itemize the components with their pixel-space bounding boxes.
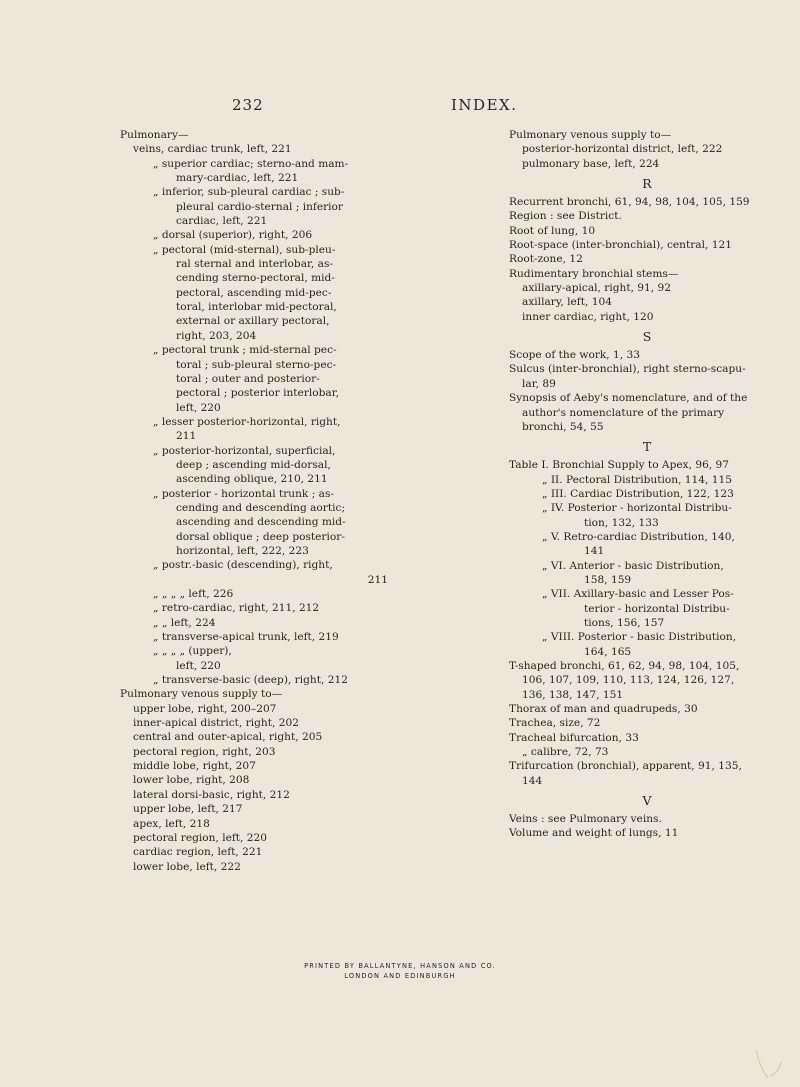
section-letter: R: [642, 176, 652, 192]
index-entry: deep ; ascending mid-dorsal,: [176, 458, 331, 471]
index-entry: left, 220: [176, 659, 221, 672]
index-entry: „ inferior, sub-pleural cardiac ; sub-: [153, 186, 345, 199]
index-entry: ascending oblique, 210, 211: [176, 473, 328, 486]
index-entry: terior - horizontal Distribu-: [584, 602, 730, 615]
index-entry: „ calibre, 72, 73: [522, 746, 609, 759]
index-entry: veins, cardiac trunk, left, 221: [133, 143, 292, 156]
index-entry: bronchi, 54, 55: [522, 420, 604, 433]
index-entry: 158, 159: [584, 573, 632, 586]
index-entry: inner cardiac, right, 120: [522, 310, 654, 323]
index-entry: 144: [522, 774, 543, 787]
index-entry: „ posterior - horizontal trunk ; as-: [153, 487, 334, 500]
index-entry: external or axillary pectoral,: [176, 315, 330, 328]
index-entry: Sulcus (inter-bronchial), right sterno-scapu-: [509, 363, 746, 376]
index-entry: horizontal, left, 222, 223: [176, 544, 309, 557]
page-number: 232: [232, 96, 264, 114]
index-entry: mary-cardiac, left, 221: [176, 172, 299, 185]
index-entry: „ „ left, 224: [153, 616, 216, 629]
index-entry: „ IV. Posterior - horizontal Distribu-: [542, 502, 732, 515]
index-entry: „ „ „ „ (upper),: [153, 645, 232, 658]
index-entry: inner-apical district, right, 202: [133, 717, 299, 730]
index-entry: Volume and weight of lungs, 11: [509, 827, 679, 840]
page-title: INDEX.: [451, 96, 518, 114]
index-entry: axillary-apical, right, 91, 92: [522, 282, 672, 295]
index-entry: 106, 107, 109, 110, 113, 124, 126, 127,: [522, 674, 735, 687]
index-entry: Thorax of man and quadrupeds, 30: [509, 703, 698, 716]
page-corner-mark: [748, 1048, 788, 1083]
printer-imprint-line1: PRINTED BY BALLANTYNE, HANSON AND CO.: [304, 962, 496, 970]
index-entry: toral, interlobar mid-pectoral,: [176, 301, 337, 314]
index-entry: Recurrent bronchi, 61, 94, 98, 104, 105, 159: [509, 196, 750, 209]
index-entry: pulmonary base, left, 224: [522, 157, 660, 170]
index-entry: toral ; sub-pleural sterno-pec-: [176, 358, 337, 371]
index-entry: upper lobe, left, 217: [133, 803, 243, 816]
index-entry: pectoral region, right, 203: [133, 745, 276, 758]
index-entry: Trachea, size, 72: [509, 717, 601, 730]
index-entry: apex, left, 218: [133, 817, 210, 830]
index-entry: Tracheal bifurcation, 33: [509, 731, 639, 744]
index-entry: ascending and descending mid-: [176, 516, 346, 529]
index-entry: pectoral ; posterior interlobar,: [176, 387, 340, 400]
index-entry: cending sterno-pectoral, mid-: [176, 272, 335, 285]
index-entry: middle lobe, right, 207: [133, 760, 256, 773]
index-entry: 136, 138, 147, 151: [522, 688, 624, 701]
index-entry: Rudimentary bronchial stems—: [509, 267, 679, 280]
index-entry: 211: [367, 573, 388, 586]
index-entry: Trifurcation (bronchial), apparent, 91, 135,: [509, 760, 742, 773]
index-column-left: [120, 128, 388, 874]
index-entry: axillary, left, 104: [522, 296, 612, 309]
index-entry: lower lobe, right, 208: [133, 774, 250, 787]
index-entry: „ dorsal (superior), right, 206: [153, 229, 313, 242]
index-entry: „ III. Cardiac Distribution, 122, 123: [542, 487, 734, 500]
index-entry: Scope of the work, 1, 33: [509, 349, 640, 362]
section-letter: V: [642, 793, 652, 809]
index-entry: ral sternal and interlobar, as-: [176, 258, 333, 271]
index-entry: „ postr.-basic (descending), right,: [153, 559, 333, 572]
page-header: [0, 96, 800, 116]
index-entry: pectoral, ascending mid-pec-: [176, 286, 332, 299]
index-entry: Pulmonary venous supply to—: [120, 688, 283, 701]
index-entry: cending and descending aortic;: [176, 501, 346, 514]
section-letter: T: [642, 439, 652, 455]
index-entry: Region : see District.: [509, 210, 622, 223]
index-entry: cardiac region, left, 221: [133, 846, 263, 859]
index-entry: T-shaped bronchi, 61, 62, 94, 98, 104, 105,: [509, 660, 740, 672]
index-column-right: [509, 128, 785, 841]
index-entry: „ „ „ „ left, 226: [153, 588, 234, 600]
index-entry: „ retro-cardiac, right, 211, 212: [153, 602, 320, 615]
index-entry: tion, 132, 133: [584, 516, 659, 529]
index-entry: Root-space (inter-bronchial), central, 121: [509, 239, 732, 252]
index-entry: left, 220: [176, 401, 221, 414]
index-entry: „ pectoral (mid-sternal), sub-pleu-: [153, 243, 336, 256]
index-entry: lar, 89: [522, 377, 556, 390]
index-entry: dorsal oblique ; deep posterior-: [176, 530, 345, 543]
index-entry: toral ; outer and posterior-: [176, 372, 320, 385]
index-entry: Veins : see Pulmonary veins.: [509, 813, 662, 826]
index-entry: „ transverse-basic (deep), right, 212: [153, 674, 348, 687]
printer-imprint-line2: LONDON AND EDINBURGH: [344, 972, 456, 980]
index-entry: Root of lung, 10: [509, 224, 596, 237]
index-entry: „ transverse-apical trunk, left, 219: [153, 631, 339, 644]
index-entry: „ V. Retro-cardiac Distribution, 140,: [542, 530, 735, 543]
index-entry: „ lesser posterior-horizontal, right,: [153, 415, 341, 428]
index-entry: 164, 165: [584, 645, 632, 658]
index-entry: central and outer-apical, right, 205: [133, 731, 323, 744]
index-entry: Root-zone, 12: [509, 253, 583, 266]
index-entry: lower lobe, left, 222: [133, 860, 241, 873]
index-entry: „ posterior-horizontal, superficial,: [153, 444, 336, 457]
index-entry: author's nomenclature of the primary: [522, 406, 725, 419]
index-entry: pectoral region, left, 220: [133, 831, 267, 844]
index-entry: Pulmonary venous supply to—: [509, 129, 672, 141]
index-entry: tions, 156, 157: [584, 616, 665, 629]
index-entry: cardiac, left, 221: [176, 215, 268, 228]
index-entry: „ VII. Axillary-basic and Lesser Pos-: [542, 588, 734, 601]
index-entry: Table I. Bronchial Supply to Apex, 96, 97: [509, 459, 730, 472]
index-entry: Pulmonary—: [120, 129, 189, 141]
index-entry: 211: [176, 430, 197, 443]
index-entry: posterior-horizontal district, left, 222: [522, 143, 723, 156]
index-entry: lateral dorsi-basic, right, 212: [133, 788, 290, 801]
index-entry: Synopsis of Aeby's nomenclature, and of the: [509, 392, 748, 405]
index-entry: pleural cardio-sternal ; inferior: [176, 200, 343, 213]
section-letter: S: [642, 329, 652, 345]
index-entry: right, 203, 204: [176, 329, 257, 342]
index-entry: „ VIII. Posterior - basic Distribution,: [542, 631, 737, 644]
index-entry: „ VI. Anterior - basic Distribution,: [542, 559, 724, 572]
index-entry: „ pectoral trunk ; mid-sternal pec-: [153, 344, 337, 357]
index-entry: upper lobe, right, 200–207: [133, 702, 277, 715]
index-entry: „ II. Pectoral Distribution, 114, 115: [542, 473, 732, 486]
index-entry: „ superior cardiac; sterno-and mam-: [153, 157, 349, 170]
index-entry: 141: [584, 545, 605, 558]
